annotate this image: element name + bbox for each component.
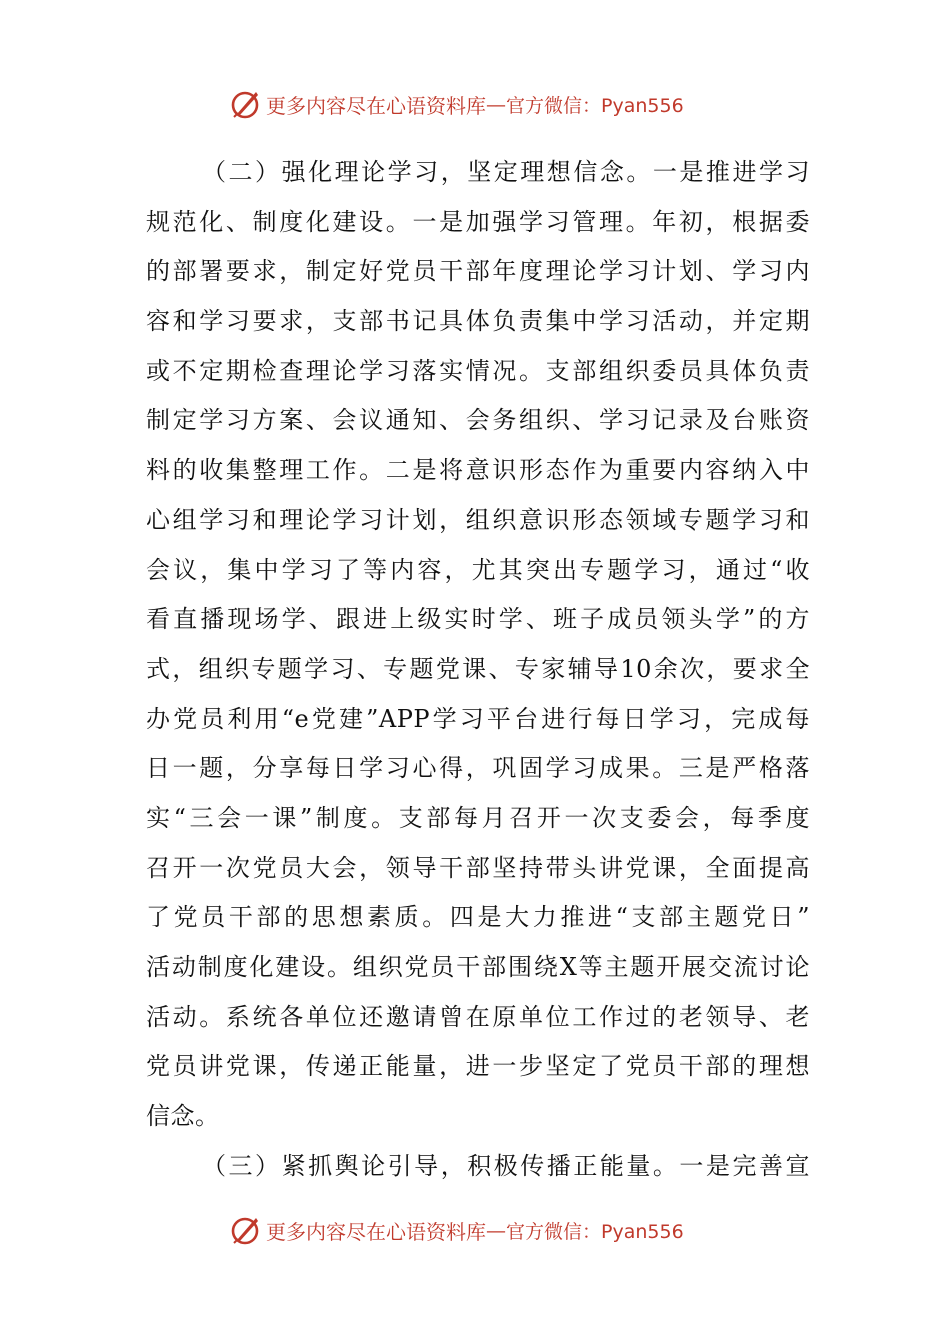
text-line: 心组学习和理论学习计划，组织意识形态领域专题学习和 [146, 505, 810, 534]
watermark-wechat-text: 官方微信：Pyan556 [506, 1220, 684, 1243]
text-line: 活动制度化建设。组织党员干部围绕X等主题开展交流讨论 [146, 953, 810, 981]
text-line: 看直播现场学、跟进上级实时学、班子成员领头学”的方 [146, 605, 810, 634]
text-line: 料的收集整理工作。二是将意识形态作为重要内容纳入中 [146, 456, 810, 485]
watermark-main-text: 更多内容尽在心语资料库 [266, 1219, 486, 1244]
text-line: 容和学习要求，支部书记具体负责集中学习活动，并定期 [146, 307, 810, 336]
text-line: 活动。系统各单位还邀请曾在原单位工作过的老领导、老 [146, 1002, 810, 1031]
quill-pen-circle-icon [228, 87, 262, 121]
watermark-dash: — [486, 1218, 506, 1242]
text-line: 的部署要求，制定好党员干部年度理论学习计划、学习内 [146, 257, 810, 286]
text-line: 党员讲党课，传递正能量，进一步坚定了党员干部的理想 [146, 1052, 810, 1081]
quill-pen-circle-icon [228, 1213, 262, 1247]
text-line: 信念。 [146, 1102, 220, 1131]
watermark-wechat-text: 官方微信：Pyan556 [506, 94, 684, 117]
document-body [146, 148, 810, 1191]
text-line: 办党员利用“e党建”APP学习平台进行每日学习，完成每 [146, 704, 810, 733]
text-line: 或不定期检查理论学习落实情况。支部组织委员具体负责 [146, 356, 810, 385]
text-line: 召开一次党员大会，领导干部坚持带头讲党课，全面提高 [146, 853, 810, 882]
text-line: 规范化、制度化建设。一是加强学习管理。年初，根据委 [146, 207, 810, 236]
text-line: 制定学习方案、会议通知、会务组织、学习记录及台账资 [146, 406, 810, 435]
text-line: 实“三会一课”制度。支部每月召开一次支委会，每季度 [146, 803, 810, 832]
watermark-banner-bottom [228, 1212, 684, 1248]
text-line: （三）紧抓舆论引导，积极传播正能量。一是完善宣 [202, 1151, 810, 1180]
paragraph-section-2 [146, 148, 810, 1142]
text-line: （二）强化理论学习，坚定理想信念。一是推进学习 [202, 158, 810, 186]
text-line: 式，组织专题学习、专题党课、专家辅导10余次，要求全 [146, 654, 810, 683]
paragraph-section-3 [146, 1142, 810, 1192]
watermark-dash: — [486, 92, 506, 116]
text-line: 了党员干部的思想素质。四是大力推进“支部主题党日” [146, 903, 810, 932]
watermark-banner-top [228, 86, 684, 122]
text-line: 会议，集中学习了等内容，尤其突出专题学习，通过“收 [146, 555, 810, 584]
watermark-main-text: 更多内容尽在心语资料库 [266, 93, 486, 118]
text-line: 日一题，分享每日学习心得，巩固学习成果。三是严格落 [146, 754, 810, 783]
